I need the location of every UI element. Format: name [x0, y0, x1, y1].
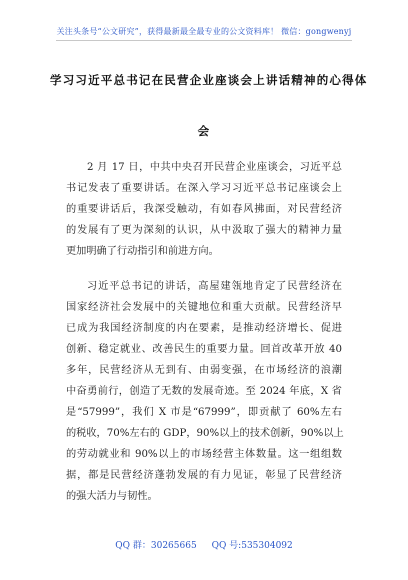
document-title-line-1: 学习习近平总书记在民营企业座谈会上讲话精神的心得体	[50, 73, 368, 87]
paragraph-1-line-5: 更加明确了行动指引和前进方向。	[66, 246, 219, 257]
footer-qq-group: QQ 群：30265665	[115, 541, 197, 551]
footer-qq-number: QQ 号:535304092	[211, 541, 293, 551]
paragraph-2-line-3: 已成为我国经济制度的内在要素，是推动经济增长、促进	[66, 323, 342, 334]
document-title-line-2: 会	[197, 124, 211, 138]
paragraph-1-line-2: 书记发表了重要讲话。在深入学习习近平总书记座谈会上	[66, 183, 342, 194]
paragraph-1-line-4: 的发展有了更为深刻的认识，从中汲取了强大的精神力量	[66, 225, 342, 236]
footer-contact	[0, 538, 408, 551]
paragraph-1-line-1: 2 月 17 日，中共中央召开民营企业座谈会，习近平总	[87, 162, 342, 173]
paragraph-2-line-1: 习近平总书记的讲话，高屋建瓴地肯定了民营经济在	[87, 281, 342, 292]
paragraph-2-line-6: 中奋勇前行，创造了无数的发展奇迹。至 2024 年底，X 省	[66, 386, 342, 397]
paragraph-2-line-11: 的强大活力与韧性。	[66, 491, 158, 502]
header-divider	[56, 40, 352, 41]
paragraph-2-line-8: 的税收，70%左右的 GDP，90%以上的技术创新，90%以上	[66, 428, 344, 439]
header-promo-note: 关注头条号“公文研究”，获得最新最全最专业的公文资料库！ 微信：gongwenyj	[56, 27, 352, 36]
paragraph-2-line-9: 的劳动就业和 90%以上的市场经营主体数量。这一组组数	[66, 449, 342, 460]
paragraph-2-line-4: 创新、稳定就业、改善民生的重要力量。回首改革开放 40	[66, 344, 342, 355]
paragraph-2-line-7: 是“57999”，我们 X 市是“67999”，即贡献了 60%左右	[66, 407, 342, 418]
paragraph-2-line-2: 国家经济社会发展中的关键地位和重大贡献。民营经济早	[66, 302, 342, 313]
paragraph-2-line-5: 多年，民营经济从无到有、由弱变强，在市场经济的浪潮	[66, 365, 342, 376]
paragraph-2-line-10: 据，都是民营经济蓬勃发展的有力见证，彰显了民营经济	[66, 470, 342, 481]
paragraph-1-line-3: 的重要讲话后，我深受触动，有如春风拂面，对民营经济	[66, 204, 342, 215]
